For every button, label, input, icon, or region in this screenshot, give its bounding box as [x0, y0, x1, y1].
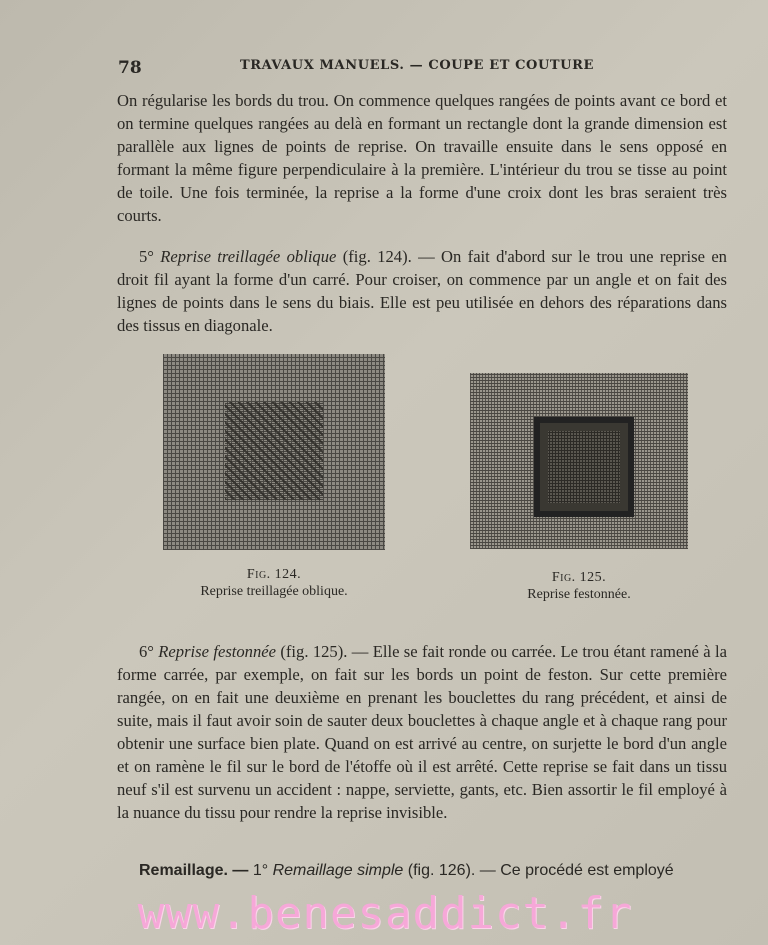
figure-reference: (fig. 126). —: [407, 862, 496, 879]
section-number: 1°: [252, 862, 269, 879]
figure-caption-text: Reprise festonnée.: [527, 587, 631, 602]
section-text: Ce procédé est employé: [500, 862, 674, 879]
page-number: 78: [118, 58, 142, 78]
oblique-darn-patch: [225, 402, 323, 500]
section-text: Elle se fait ronde ou carrée. Le trou étant ramené à la forme carrée, par exemple, on fait sur les bords un point de feston. Sur cette première rangée, on en fait une deuxième en prenant les bouclettes du rang précédent, et ainsi de suite, mais il faut avoir soin de sauter deux bouclettes à chaque angle et à chaque rang pour obtenir une surface bien plate. Quand on est arrivé au centre, on surjette le bord d'un angle et on ramène le fil sur le bord de l'étoffe où il est arrêté. Cette reprise se fait dans un tissu neuf s'il est survenu un accident : nappe, serviette, gants, etc. Bien assortir le fil employé à la nuance du tissu pour rendre la reprise invisible.: [117, 642, 727, 822]
figure-reference: (fig. 124). —: [342, 247, 435, 266]
section-title: Reprise festonnée: [158, 642, 277, 661]
paragraph-reprise-festonnee: [117, 640, 727, 824]
section-number: 6°: [139, 642, 154, 661]
watermark-url: www.benesaddict.fr: [137, 888, 633, 939]
section-title: Remaillage simple: [272, 862, 404, 879]
paragraph-darning-intro: On régularise les bords du trou. On commence quelques rangées de points avant ce bord et on termine quelques rangées au delà en formant un rectangle dont la grande dimension est parallèle aux lignes de points de reprise. On travaille ensuite dans le sens opposé en formant la même figure perpendiculaire à la première. L'intérieur du trou se tisse au point de toile. Une fois terminée, la reprise a la forme d'une croix dont les bras seraient très courts.: [117, 91, 727, 225]
section-lead: Remaillage. —: [139, 862, 249, 879]
paragraph-remaillage: [117, 859, 727, 882]
scalloped-darn-patch: [534, 417, 634, 517]
running-head: TRAVAUX MANUELS. — COUPE ET COUTURE: [240, 58, 595, 73]
figure-label: Fig. 125.: [551, 570, 607, 585]
section-number: 5°: [139, 247, 154, 266]
figure-125-caption: [470, 569, 688, 603]
figure-reference: (fig. 125). —: [280, 642, 369, 661]
fabric-grid: [470, 373, 688, 549]
figure-label: Fig. 124.: [246, 567, 302, 582]
figure-124-caption: [163, 566, 385, 600]
fabric-grid: [163, 354, 385, 550]
figure-caption-text: Reprise treillagée oblique.: [200, 584, 348, 599]
figure-125-illustration: [470, 373, 688, 549]
section-text: On fait d'abord sur le trou une reprise en droit fil ayant la forme d'un carré. Pour croiser, on commence par un angle et on fait des lignes de points dans le sens du biais. Elle est peu utilisée en dehors des réparations dans des tissus en diagonale.: [117, 247, 727, 335]
section-title: Reprise treillagée oblique: [160, 247, 337, 266]
figure-124-illustration: [163, 354, 385, 550]
paragraph-reprise-oblique: [117, 245, 727, 337]
